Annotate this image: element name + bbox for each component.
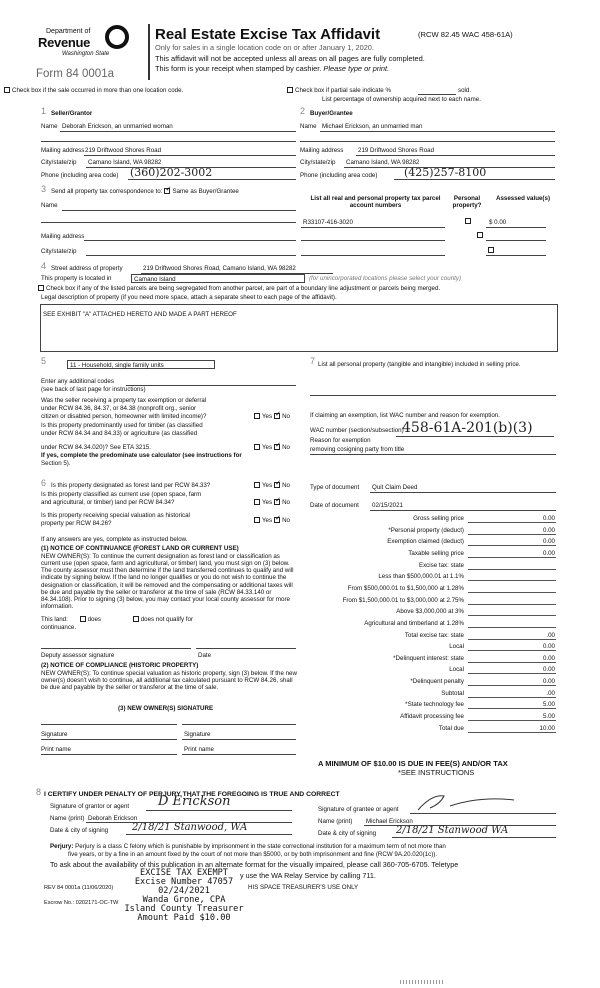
tax-row-value[interactable]: 0.00 — [468, 538, 556, 546]
sec6-q1-answer[interactable]: Yes✓ No — [252, 482, 290, 489]
dor-swirl-logo-icon — [104, 24, 130, 50]
tax-row-label: Affidavit processing fee — [400, 713, 464, 721]
located-label: This property is located in — [41, 275, 112, 282]
corr-city-label: City/state/zip — [41, 248, 77, 255]
tax-row-value[interactable] — [468, 597, 556, 605]
sec5-q1-line1: Was the seller receiving a property tax exemption or deferral — [41, 397, 207, 404]
perjury-line-1: Perjury: Perjury is a class C felony which is punishable by imprisonment in the state correctional institution for a maximum term of not more than — [50, 843, 446, 850]
new-owner-signature-heading: (3) NEW OWNER(S) SIGNATURE — [118, 705, 214, 712]
owner1-signature-label: Signature — [41, 731, 68, 738]
tax-row-label: Above $3,000,000 at 3% — [396, 608, 464, 616]
tax-row-label: Taxable selling price — [408, 549, 464, 557]
this-land-row: This land: does does not qualify for — [41, 616, 194, 623]
owner2-signature-label: Signature — [184, 731, 211, 738]
sec5-q2-line1: Is this property predominantly used for timber (as classified — [41, 422, 203, 429]
sec6-q2-yes-checkbox[interactable] — [254, 499, 260, 505]
personal-prop-checkbox-2[interactable] — [477, 232, 483, 238]
stamp-line-5: Island County Treasurer — [124, 904, 244, 915]
sec6-q3-yes-checkbox[interactable] — [254, 517, 260, 523]
tax-row-value[interactable] — [468, 562, 556, 570]
certify-heading: I CERTIFY UNDER PENALTY OF PERJURY THAT THE FOREGOING IS TRUE AND CORRECT — [44, 791, 340, 798]
header-note-2: This form is your receipt when stamped by cashier. Please type or print. — [155, 64, 390, 73]
tax-row-value[interactable] — [468, 585, 556, 593]
sec6-q2-line2: and agricultural, or timber) land per RCW 84.34? — [41, 499, 175, 506]
header-divider — [148, 24, 150, 80]
seller-mailing[interactable]: 219 Driftwood Shores Road — [85, 147, 162, 154]
buyer-name[interactable]: Michael Erickson, an unmarried man — [322, 123, 423, 130]
buyer-name-label: Name — [300, 123, 317, 130]
dept-line3: Washington State — [62, 51, 110, 57]
sec6-q1-yes-checkbox[interactable] — [254, 482, 260, 488]
seller-heading: Seller/Grantor — [51, 110, 93, 117]
deputy-date-label: Date — [198, 652, 212, 659]
seller-mailing-label: Mailing address — [41, 147, 85, 154]
reason-label: Reason for exemption — [310, 437, 371, 444]
grantee-name[interactable]: Michael Erickson — [366, 818, 413, 825]
sec6-q3-answer[interactable]: Yes✓ No — [252, 517, 290, 524]
escrow-number: Escrow No.: 0202171-OC-TW — [44, 900, 119, 906]
sold-label: sold. — [458, 87, 472, 94]
tax-row-value[interactable] — [468, 620, 556, 628]
corr-name-label: Name — [41, 202, 58, 209]
relay-note: y use the WA Relay Service by calling 711. — [240, 871, 376, 880]
tax-row-label: Gross selling price — [413, 515, 464, 522]
legal-description-box[interactable] — [40, 304, 558, 352]
grantee-signature[interactable] — [410, 790, 520, 814]
sec6-q2-answer[interactable]: Yes✓ No — [252, 499, 290, 506]
location-hint: (for unincorporated locations please select your county) — [309, 275, 462, 282]
tax-row-label: *Delinquent interest: state — [393, 654, 464, 662]
seller-city-label: City/state/zip — [41, 159, 77, 166]
tax-row-value[interactable]: 0.00 — [468, 550, 556, 558]
sec6-q3-line1: Is this property receiving special valuation as historical — [41, 512, 190, 519]
tax-row-value[interactable]: 0.00 — [468, 643, 556, 651]
partial-sale-checkbox[interactable] — [287, 87, 293, 93]
grantee-name-label: Name (print) — [318, 818, 353, 825]
assessed-value-1[interactable]: $ 0.00 — [489, 219, 507, 226]
buyer-city[interactable]: Camano Island, WA 98282 — [346, 159, 420, 166]
tax-row-value[interactable]: 5.00 — [468, 713, 556, 721]
tax-row-value[interactable]: 0.00 — [468, 515, 556, 523]
section-number-7: 7 — [310, 356, 316, 366]
tax-row-label: From $500,000.01 to $1,500,000 at 1.28% — [347, 584, 464, 592]
header-note-1: This affidavit will not be accepted unless all areas on all pages are fully completed. — [155, 54, 425, 63]
partial-pct-field[interactable] — [418, 94, 456, 95]
treasurer-use-label: HIS SPACE TREASURER'S USE ONLY — [248, 884, 359, 891]
doc-type-value[interactable]: Quit Claim Deed — [372, 484, 418, 491]
tax-row-value[interactable]: 0.00 — [468, 678, 556, 686]
treasurer-stamp — [118, 869, 250, 923]
continuance-text: NEW OWNER(S): To continue the current designation as forest land or classification as current use (open space, farm and agricultural, or timber) land, you must sign on (3) below. The county assessor must then determine if the land transferred continues to qualify and will indicate by signing below. If the land no longer qualifies or you do not wish to continue the designation or classification, it will be removed and the compensating or additional taxes will be due and payable by the seller or transferor at the time of sale (RCW 84.33.140 or 84.34.108). Prior to signing (3) below, you may contact your local county assessor for more information. — [41, 553, 294, 610]
see-instructions: *SEE INSTRUCTIONS — [398, 768, 475, 777]
owner2-print-label: Print name — [184, 746, 214, 753]
grantor-date-city[interactable]: 2/18/21 Stanwood, WA — [132, 822, 248, 833]
section-number-6: 6 — [41, 478, 47, 488]
section-number-1: 1 — [41, 106, 47, 116]
exemption-claim-label: If claiming an exemption, list WAC number and reason for exemption. — [310, 412, 500, 419]
sec5-q1-no-checkbox[interactable] — [274, 413, 280, 419]
buyer-mailing[interactable]: 219 Driftwood Shores Road — [358, 147, 435, 154]
dept-line1: Department of — [46, 28, 91, 35]
tax-row-value[interactable] — [468, 608, 556, 616]
tax-row-value[interactable]: 0.00 — [468, 655, 556, 663]
seller-phone[interactable]: (360)202-3002 — [130, 166, 213, 179]
sec5-q1-answer[interactable]: Yes✓ No — [252, 413, 290, 420]
seller-name-label: Name — [41, 123, 58, 130]
sec5-q1-line3: citizen or disabled person, homeowner with limited income)? — [41, 413, 207, 420]
tax-row-value[interactable]: 0.00 — [468, 666, 556, 674]
minimum-note: A MINIMUM OF $10.00 IS DUE IN FEE(S) AND/OR TAX — [318, 759, 508, 768]
page-title: Real Estate Excise Tax Affidavit — [155, 26, 381, 43]
tax-row-label: *State technology fee — [405, 701, 464, 709]
tax-row-value[interactable]: 5.00 — [468, 701, 556, 709]
tax-row-value[interactable]: 10.00 — [468, 725, 556, 733]
dept-line2: Revenue — [38, 35, 91, 50]
continuance-heading: (1) NOTICE OF CONTINUANCE (FOREST LAND OR CURRENT USE) — [41, 545, 239, 552]
compliance-heading: (2) NOTICE OF COMPLIANCE (HISTORIC PROPERTY) — [41, 662, 199, 669]
land-does-not-checkbox[interactable] — [133, 616, 139, 622]
personal-property-label: List all personal property (tangible and intangible) included in selling price. — [318, 361, 521, 368]
owner1-print-label: Print name — [41, 746, 71, 753]
tax-row-label: Local — [449, 666, 464, 674]
section-number-3: 3 — [41, 184, 47, 194]
personal-prop-checkbox-3[interactable] — [488, 247, 494, 253]
tax-row-label: *Delinquent penalty — [410, 678, 464, 686]
stamp-line-6: Amount Paid $10.00 — [137, 913, 231, 924]
buyer-city-label: City/state/zip — [300, 159, 336, 166]
grantee-signature-label: Signature of grantee or agent — [318, 806, 399, 813]
subtitle: Only for sales in a single location code on or after January 1, 2020. — [155, 43, 374, 52]
tax-row-label: Subtotal — [441, 689, 464, 697]
form-number: Form 84 0001a — [36, 68, 114, 80]
stamp-line-1: EXCISE TAX EXEMPT — [140, 868, 228, 878]
doc-date-value[interactable]: 02/15/2021 — [372, 502, 403, 509]
sec5-q2-yes-checkbox[interactable] — [254, 444, 260, 450]
additional-codes-hint: (see back of last page for instructions) — [41, 386, 146, 393]
grantor-name[interactable]: Deborah Erickson — [88, 815, 138, 822]
grantor-date-label: Date & city of signing — [50, 827, 109, 834]
seller-city[interactable]: Camano Island, WA 98282 — [88, 159, 162, 166]
sec6-q2-line1: Is this property classified as current use (open space, farm — [41, 491, 202, 498]
seller-name[interactable]: Deborah Erickson, an unmarried woman — [62, 123, 173, 130]
buyer-mailing-label: Mailing address — [300, 147, 344, 154]
doc-date-label: Date of document — [310, 502, 359, 509]
tax-row-value[interactable] — [468, 573, 556, 581]
grantor-signature-label: Signature of grantor or agent — [50, 803, 130, 810]
section-number-4: 4 — [41, 261, 47, 271]
use-code-select[interactable]: 11 - Household, single family units — [67, 360, 215, 369]
barcode-marks — [400, 980, 445, 984]
deputy-signature-label: Deputy assessor signature — [41, 652, 115, 659]
any-yes-note: If any answers are yes, complete as instructed below. — [41, 536, 188, 543]
parcel-number-1[interactable]: R33107-416-3020 — [303, 219, 353, 226]
stamp-line-4: Wanda Grone, CPA — [142, 895, 226, 906]
tax-row-value[interactable]: .00 — [468, 690, 556, 698]
tax-row-label: Agricultural and timberland at 1.28% — [364, 619, 464, 627]
correspondence-row: Send all property tax correspondence to:✓ Same as Buyer/Grantee — [51, 188, 239, 195]
tax-row-value[interactable]: .00 — [468, 632, 556, 640]
tax-row-label: Less than $500,000.01 at 1.1% — [378, 573, 464, 581]
sec6-q1: Is this property designated as forest land per RCW 84.33? — [51, 482, 211, 489]
dor-logo — [36, 20, 156, 70]
section-number-5: 5 — [41, 356, 47, 366]
grantor-signature[interactable]: D Erickson — [158, 794, 231, 809]
perjury-line-2: five years, or by a fine in an amount fixed by the court of not more than $5000, or by both imprisonment and fine (RCW 9A.20.020(1c)). — [68, 851, 438, 858]
wac-number[interactable]: 458-61A-201(b)(3) — [402, 420, 533, 436]
segregation-checkbox[interactable] — [38, 285, 44, 291]
personal-prop-col-header: Personal property? — [452, 195, 482, 210]
tax-row-label: Exemption claimed (deduct) — [387, 538, 464, 546]
compliance-text: NEW OWNER(S): To continue special valuation as historic property, sign (3) below. If the new owner(s) doesn't wish to continue, all additional tax calculated pursuant to RCW 84.26, shall be due and payable by the seller or transferor at the time of sale. — [41, 670, 297, 692]
buyer-phone[interactable]: (425)257-8100 — [404, 166, 487, 179]
sec5-q2-line2: under RCW 84.34 and 84.33) or agriculture (as classified — [41, 430, 198, 437]
seller-phone-label: Phone (including area code) — [41, 172, 119, 179]
street-label: Street address of property — [51, 265, 123, 272]
multi-location-checkbox[interactable] — [4, 87, 10, 93]
tax-row-value[interactable]: 0.00 — [468, 527, 556, 535]
sec6-q1-no-checkbox[interactable] — [274, 482, 280, 488]
corr-mailing-label: Mailing address — [41, 233, 85, 240]
tax-row-label: From $1,500,000.01 to $3,000,000 at 2.75% — [342, 596, 464, 604]
segregation-check[interactable]: Check box if any of the listed parcels are being segregated from another parcel, are part of a boundary line adjustment or parcels being merged. — [36, 285, 440, 292]
partial-sale-check[interactable]: Check box if partial sale indicate % — [285, 87, 391, 94]
buyer-phone-label: Phone (including area code) — [300, 172, 378, 179]
section-number-8: 8 — [36, 787, 42, 797]
sec5-q1-yes-checkbox[interactable] — [254, 413, 260, 419]
personal-prop-checkbox-1[interactable] — [465, 218, 471, 224]
multi-location-check[interactable]: Check box if the sale occurred in more than one location code. — [2, 87, 183, 94]
wac-label: WAC number (section/subsection) — [310, 427, 404, 434]
continuance-word: continuance. — [41, 624, 77, 631]
grantee-date-city[interactable]: 2/18/21 Stanwood WA — [396, 825, 509, 836]
sec6-q3-no-checkbox[interactable] — [274, 517, 280, 523]
tax-row-label: Total excise tax: state — [404, 631, 464, 639]
rev-label: REV 84 0001a (11/06/2020) — [44, 885, 114, 891]
section-number-2: 2 — [300, 106, 306, 116]
sec6-q3-line2: property per RCW 84.26? — [41, 520, 112, 527]
sec5-q2-no-checkbox[interactable] — [274, 444, 280, 450]
list-pct-label: List percentage of ownership acquired next to each name. — [322, 96, 481, 103]
grantor-name-label: Name (print) — [50, 815, 85, 822]
stamp-line-3: 02/24/2021 — [158, 886, 210, 897]
street-address[interactable]: 219 Driftwood Shores Road, Camano Island, WA 98282 — [143, 265, 296, 272]
same-as-buyer-checkbox[interactable] — [164, 188, 170, 194]
tax-row-label: Excise tax: state — [418, 561, 464, 569]
sec5-q2-line4: If yes, complete the predominate use calculator (see instructions for — [41, 452, 242, 459]
doc-type-label: Type of document — [310, 484, 360, 491]
tax-row-label: Local — [449, 643, 464, 651]
sec5-q2-line3: under RCW 84.34.020)? See ETA 3215. — [41, 444, 151, 451]
tax-row-label: Total due — [438, 724, 464, 732]
parcel-col-header: List all real and personal property tax parcel account numbers — [310, 195, 441, 210]
stamp-line-2: Excise Number 47057 — [134, 877, 234, 888]
land-does-checkbox[interactable] — [80, 616, 86, 622]
additional-codes-label: Enter any additional codes — [41, 378, 114, 385]
sec5-q2-line5: Section 5). — [41, 460, 71, 467]
reason-value[interactable]: removing cosigning party from title — [310, 446, 405, 453]
alt-format-note: To ask about the availability of this publication in an alternate format for the visually impaired, please call 360-705-6705. Teletype — [50, 860, 459, 869]
legal-description-text: SEE EXHIBIT "A" ATTACHED HERETO AND MADE A PART HEREOF — [43, 311, 237, 318]
rcw-reference: (RCW 82.45 WAC 458-61A) — [418, 30, 513, 39]
tax-row-label: *Personal property (deduct) — [388, 526, 464, 534]
assessed-col-header: Assessed value(s) — [496, 195, 550, 202]
buyer-heading: Buyer/Grantee — [310, 110, 353, 117]
legal-description-label: Legal description of property (if you need more space, attach a separate sheet to each page of the affidavit). — [41, 294, 337, 301]
sec5-q1-line2: under RCW 84.36, 84.37, or 84.38 (nonprofit org., senior — [41, 405, 197, 412]
sec5-q2-answer[interactable]: Yes✓ No — [252, 444, 290, 451]
grantee-date-label: Date & city of signing — [318, 830, 377, 837]
location-select[interactable]: Camano Island — [131, 274, 305, 283]
sec6-q2-no-checkbox[interactable] — [274, 499, 280, 505]
